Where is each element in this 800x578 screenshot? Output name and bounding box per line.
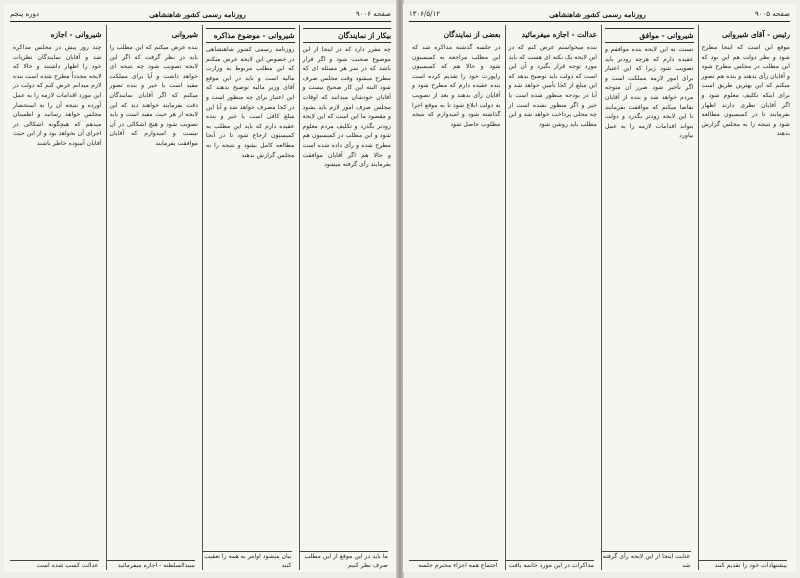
right-page-number: صفحه ۹۰۰۵	[754, 10, 790, 18]
left-column-3	[106, 25, 199, 570]
column-text: روزنامه رسمی کشور شاهنشاهی در خصوص این لایحه عرض میکنم که این مطلب مربوط به وزارت مالیه است و باید در این موقع آقای وزیر مالیه توضیح بدهند که این اعتبار برای چه منظور است و در کجا مصرف خواهد شد و آیا این مبلغ کافی است یا خیر و بنده عقیده دارم که باید این مطلب به کمیسیون ارجاع شود تا در آنجا مطالعه کامل بشود و نتیجه را به مجلس گزارش بدهند	[206, 46, 295, 159]
column-text: بنده میخواستم عرض کنم که در این لایحه یک نکته ای هست که باید مورد توجه قرار بگیرد و آن این است که دولت باید توضیح بدهد که این مبلغ از کجا تأمین خواهد شد و آیا در بودجه منظور شده است یا خیر و اگر منظور نشده است از چه محلی پرداخت خواهد شد و این مطلب باید روشن شود	[508, 44, 597, 128]
column-footer: پیشنهادات خود را تقدیم کنند	[699, 560, 788, 570]
column-text: بنده عرض میکنم که این مطلب را باید در نظر گرفت که اگر این لایحه تصویب شود چه نتیجه ای خواهد داشت و آیا برای مملکت مفید است یا خیر و بنده تصور میکنم که اگر آقایان نمایندگان دقت بفرمایند خواهند دید که این لایحه از هر حیث مفید است و باید تصویب شود و هیچ اشکالی در آن نیست و امیدوارم که آقایان موافقت بفرمایند	[109, 44, 198, 147]
column-footer: سیدالسلطنه - اجازه میفرمائید	[107, 560, 196, 570]
left-column-1	[299, 25, 392, 570]
right-page-date: ۱۳۰۶/۵/۱۲	[409, 10, 441, 18]
left-page	[4, 4, 397, 572]
left-page-header	[10, 7, 391, 22]
left-page-number: صفحه ۹۰۰۶	[355, 10, 391, 18]
column-text: نسبت به این لایحه بنده موافقم و عقیده دارم که هرچه زودتر باید تصویب شود زیرا که این اعتبار برای امور لازمه مملکت است و اگر تأخیر شود ضرر آن متوجه مردم خواهد شد و بنده از آقایان تقاضا میکنم که موافقت بفرمایند تا این لایحه زودتر بگذرد و دولت بتواند اقدامات لازمه را به عمل بیاورد	[605, 46, 694, 140]
column-footer: عدالت کسب شده است	[10, 560, 99, 570]
left-page-columns	[10, 25, 391, 570]
column-footer: اجتماع همه اجزاء محترم جلسه	[409, 560, 498, 570]
right-column-2	[601, 25, 694, 570]
column-heading: بعضی از نمایندگان	[443, 30, 501, 39]
column-text: چه مقرر دارد که در اینجا از این موضوع صحبت شود و اگر قرار باشد که در سر هر مسئله ای که مطرح میشود وقت مجلس صرف شود البته این کار صحیح نیست و آقایان خودشان میدانند که اوقات مجلس صرف امور لازم باید بشود و مقصود ما این است که این لایحه زودتر بگذرد و تکلیف مردم معلوم شود و این مطلب در کمیسیون هم مطرح شده و رأی داده شده است و حالا هم اگر آقایان موافقت بفرمایند رأی گرفته میشود	[302, 46, 391, 169]
column-footer: مذاکرات در این مورد خاتمه یافت	[506, 560, 595, 570]
column-text: موقع این است که اینجا مطرح شود و نظر دولت هم این بود که این مطلب در مجلس مطرح شود و آقایان رأی بدهند و بنده هم تصور میکنم که این بهترین طریق است برای اینکه تکلیف معلوم شود و اگر آقایان نظری دارند اظهار بفرمایند تا در کمیسیون مطالعه شود و نتیجه را به مجلس گزارش بدهند	[701, 44, 790, 138]
column-heading: شیروانی - موافق	[605, 28, 694, 43]
column-footer: عنایت اینجا از این لایحه رأی گرفته شد	[602, 553, 691, 569]
column-footer: ما باید در این موقع از این مطلب صرف نظر کنیم	[300, 551, 389, 570]
right-column-4	[409, 25, 501, 570]
left-page-title: روزنامه رسمی کشور شاهنشاهی	[149, 9, 246, 19]
left-column-4	[10, 25, 102, 570]
left-issue-label: دوره پنجم	[10, 10, 40, 18]
column-heading: بیکار از نمایندگان	[303, 28, 392, 43]
right-column-1	[698, 25, 791, 570]
column-heading: شیروانی	[171, 30, 198, 39]
column-text: در جلسه گذشته مذاکره شد که این مطلب مراجعه به کمیسیون شود و حالا هم که کمیسیون راپورت خود را تقدیم کرده است بنده عقیده دارم که مطرح شود و آقایان رأی بدهند و بعد از تصویب به دولت ابلاغ شود تا به موقع اجرا گذاشته شود و امیدوارم که نتیجه مطلوب حاصل شود	[412, 44, 501, 128]
column-text: چند روز پیش در مجلس مذاکره شد و آقایان نمایندگان نظریات خود را اظهار داشتند و حالا که لایحه مجدداً مطرح شده است بنده لازم میدانم عرض کنم که دولت در این مورد اقدامات لازمه را به عمل آورده و نتیجه آن را به استحضار مجلس خواهد رسانید و اطمینان میدهم که هیچگونه اشکالی در اجرای آن نخواهد بود و از این حیث آقایان آسوده خاطر باشند	[13, 44, 102, 147]
column-heading: شیروانی - موضوع مذاکره	[206, 28, 295, 43]
right-page-columns	[409, 25, 790, 570]
column-heading: شیروانی - اجازه	[50, 30, 102, 39]
column-heading: عدالت - اجازه میفرمائید	[521, 30, 597, 39]
right-page	[403, 4, 796, 572]
column-heading: رئیس - آقای شیروانی	[721, 30, 790, 39]
right-page-title: روزنامه رسمی کشور شاهنشاهی	[549, 9, 646, 19]
column-footer: بیان میشود اوامر به همه را تعقیب کنند	[204, 553, 292, 569]
left-column-2	[202, 25, 295, 570]
right-page-header	[409, 7, 790, 22]
right-column-3	[505, 25, 598, 570]
